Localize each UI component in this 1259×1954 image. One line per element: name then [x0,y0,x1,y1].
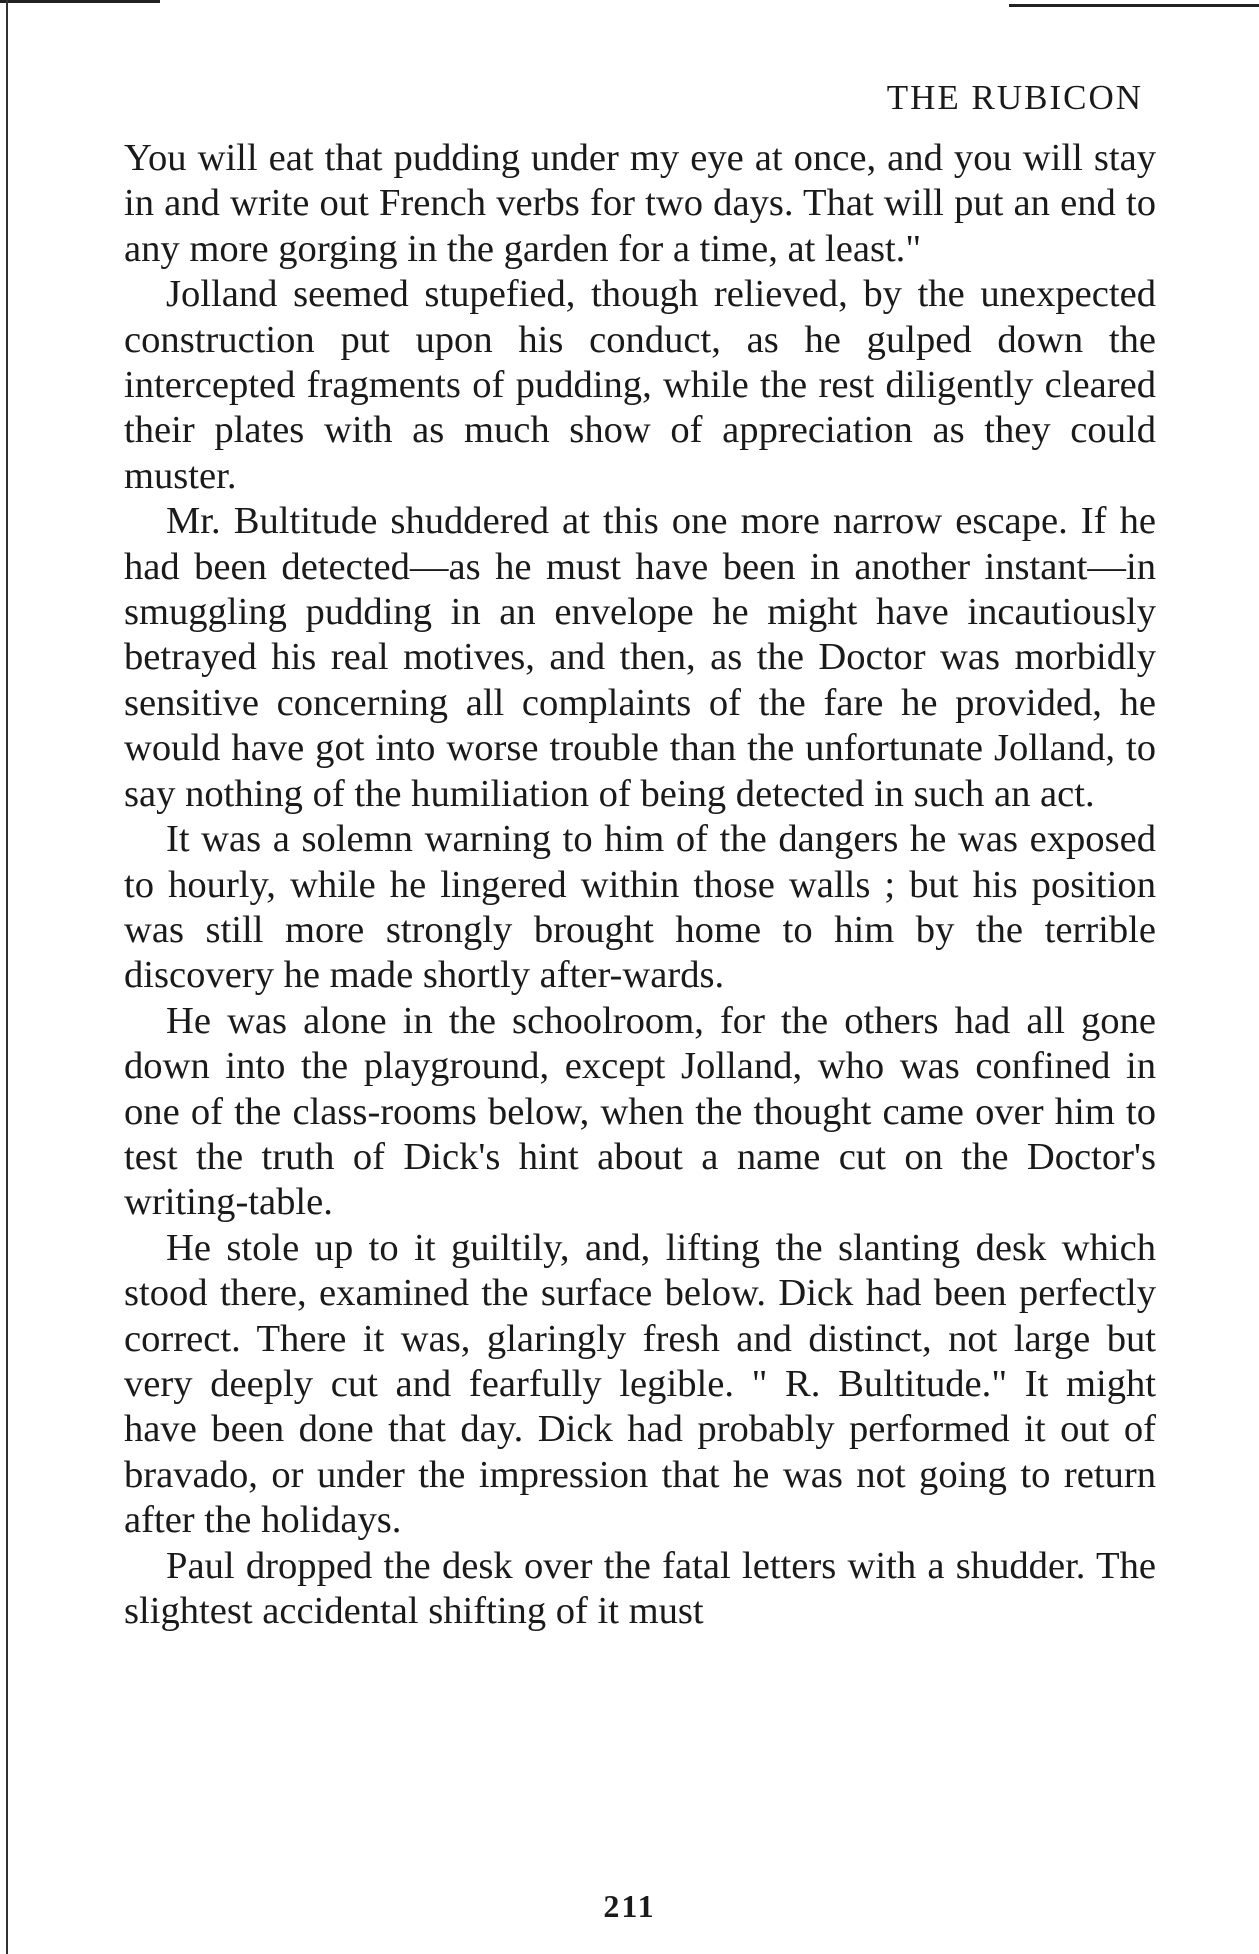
page-edge-top-right [1009,4,1259,7]
body-text [124,136,1156,1634]
page-edge-top-left [0,0,160,3]
paragraph: It was a solemn warning to him of the dangers he was exposed to hourly, while he lingered within those walls ; but his position was still more strongly brought home to him by the terrible discovery he made shortly after-wards. [124,818,1156,997]
running-head: THE RUBICON [886,78,1143,117]
paragraph: Paul dropped the desk over the fatal letters with a shudder. The slightest accidental shifting of it must [124,1544,1156,1632]
paragraph: He was alone in the schoolroom, for the others had all gone down into the playground, except Jolland, who was confined in one of the class-rooms below, when the thought came over him to test the truth of Dick's hint about a name cut on the Doctor's writing-table. [124,999,1156,1224]
paragraph: He stole up to it guiltily, and, lifting the slanting desk which stood there, examined the surface below. Dick had been perfectly correct. There it was, glaringly fresh and distinct, not large but very deeply cut and fearfully legible. " R. Bultitude." It might have been done that day. Dick had probably performed it out of bravado, or under the impression that he was not going to return after the holidays. [124,1226,1156,1542]
paragraph-continued: You will eat that pudding under my eye at once, and you will stay in and write out French verbs for two days. That will put an end to any more gorging in the garden for a time, at least." [124,137,1156,270]
page-edge-left [6,0,8,1954]
paragraph: Mr. Bultitude shuddered at this one more narrow escape. If he had been detected—as he must have been in another instant—in smuggling pudding in an envelope he might have incautiously betrayed his real motives, and then, as the Doctor was morbidly sensitive concerning all complaints of the fare he provided, he would have got into worse trouble than the unfortunate Jolland, to say nothing of the humiliation of being detected in such an act. [124,500,1156,815]
page-number: 211 [603,1888,656,1924]
paragraph: Jolland seemed stupefied, though relieved, by the unexpected construction put upon his conduct, as he gulped down the intercepted fragments of pudding, while the rest diligently cleared their plates with as much show of appreciation as they could muster. [124,273,1156,497]
